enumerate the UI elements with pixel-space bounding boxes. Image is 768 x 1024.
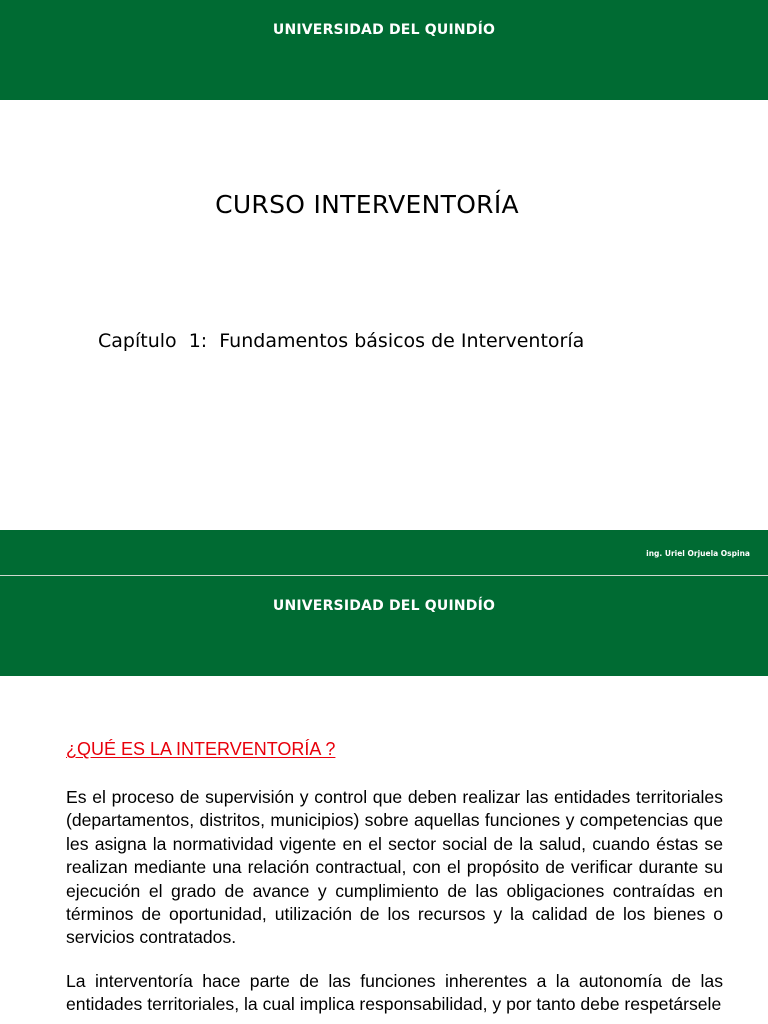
university-name: UNIVERSIDAD DEL QUINDÍO bbox=[272, 598, 496, 614]
section-question-heading: ¿QUÉ ES LA INTERVENTORÍA ? bbox=[66, 739, 336, 759]
slide-header-band bbox=[0, 0, 768, 100]
author-credit: ing. Uriel Orjuela Ospina bbox=[646, 549, 750, 558]
course-title: CURSO INTERVENTORÍA bbox=[215, 190, 519, 219]
chapter-title: Capítulo 1: Fundamentos básicos de Interventoría bbox=[98, 330, 585, 352]
slide-definition bbox=[0, 576, 768, 1024]
autonomy-paragraph: La interventoría hace parte de las funciones inherentes a la autonomía de las entidades territoriales, la cual implica responsabilidad, y por tanto debe respetársele bbox=[66, 971, 723, 1015]
slide-footer-band bbox=[0, 530, 768, 575]
slide-header-band bbox=[0, 576, 768, 676]
definition-paragraph: Es el proceso de supervisión y control que deben realizar las entidades territoriales (departamentos, distritos, municipios) sobre aquellas funciones y competencias que les asigna la normatividad vigente en el sector social de la salud, cuando éstas se realizan mediante una relación contractual, con el propósito de verificar durante su ejecución el grado de avance y cumplimiento de las obligaciones contraídas en términos de oportunidad, utilización de los recursos y la calidad de los bienes o servicios contratados. bbox=[66, 787, 723, 948]
university-name: UNIVERSIDAD DEL QUINDÍO bbox=[272, 22, 496, 38]
